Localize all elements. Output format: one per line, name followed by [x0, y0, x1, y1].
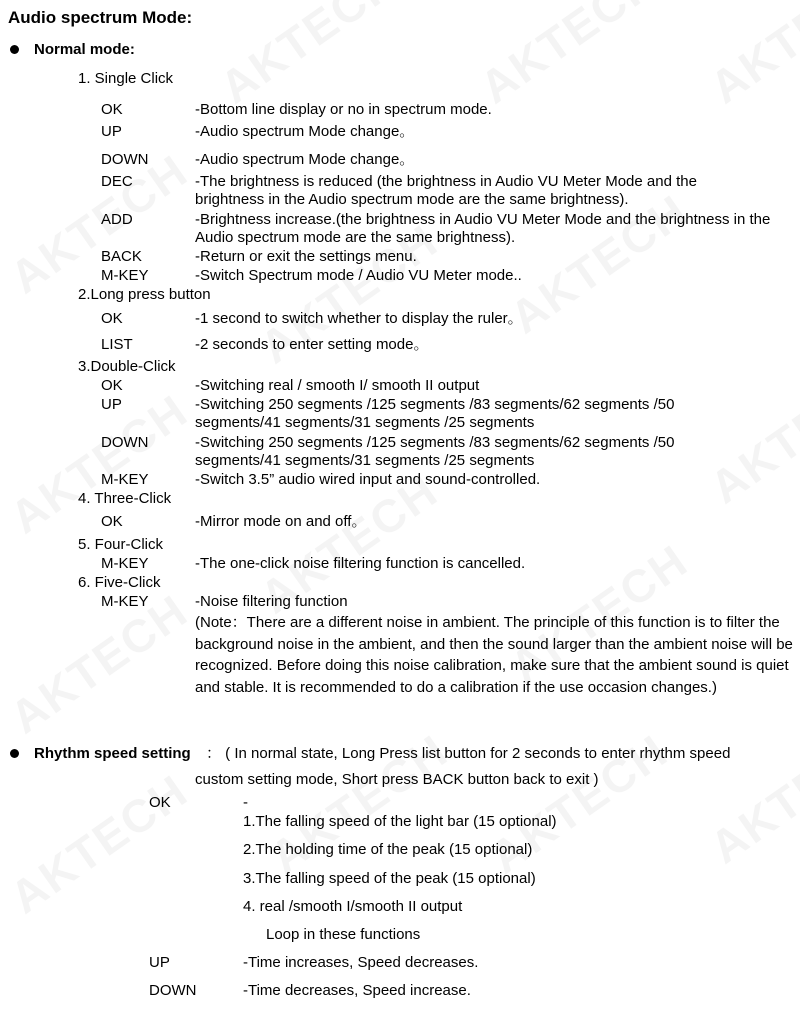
watermark-text [0, 383, 198, 544]
rhythm-option: 1.The falling speed of the light bar (15 optional) [243, 813, 557, 830]
long-press-heading: 2.Long press button [78, 286, 211, 303]
key-description: - [243, 794, 248, 811]
key-label: M-KEY [101, 555, 149, 572]
page-title: Audio spectrum Mode: [8, 8, 193, 27]
rhythm-intro: custom setting mode, Short press BACK button back to exit ) [195, 771, 599, 788]
key-label: UP [101, 123, 122, 140]
rhythm-option: 4. real /smooth I/smooth II output [243, 898, 463, 915]
key-label: UP [149, 954, 170, 971]
watermark-text [470, 0, 668, 114]
double-click-heading: 3.Double-Click [78, 358, 176, 375]
bullet-icon [10, 749, 19, 758]
key-label: OK [101, 513, 123, 530]
key-description: -Brightness increase.(the brightness in Audio VU Meter Mode and the brightness in the Audio spectrum mode are the same brightness). [195, 211, 771, 246]
four-click-heading: 5. Four-Click [78, 536, 164, 553]
key-description: -Noise filtering function [195, 593, 348, 610]
key-label: OK [149, 794, 171, 811]
key-description: -Switch 3.5” audio wired input and sound-controlled. [195, 471, 541, 488]
watermark-text [700, 713, 800, 874]
key-label: DEC [101, 173, 133, 190]
key-label: M-KEY [101, 267, 149, 284]
watermark-text [0, 143, 198, 304]
three-click-heading: 4. Three-Click [78, 490, 172, 507]
key-label: DOWN [101, 151, 149, 168]
key-label: M-KEY [101, 471, 149, 488]
key-description: -Switching 250 segments /125 segments /83 segments/62 segments /50 segments/41 segments/31 segments /25 segments [195, 396, 675, 431]
key-label: M-KEY [101, 593, 149, 610]
key-description: -1 second to switch whether to display the ruler。 [195, 310, 523, 327]
rhythm-heading: Rhythm speed setting [34, 745, 191, 762]
key-label: OK [101, 310, 123, 327]
key-label: UP [101, 396, 122, 413]
key-description: -Bottom line display or no in spectrum mode. [195, 101, 492, 118]
key-description: -The brightness is reduced (the brightness in Audio VU Meter Mode and the brightness in the Audio spectrum mode are the same brightness). [195, 173, 697, 208]
rhythm-option: 3.The falling speed of the peak (15 optional) [243, 870, 536, 887]
key-description: -Time increases, Speed decreases. [243, 954, 479, 971]
watermark-text [0, 583, 198, 744]
key-description: -Time decreases, Speed increase. [243, 982, 471, 999]
five-click-heading: 6. Five-Click [78, 574, 161, 591]
key-description: -Switching 250 segments /125 segments /83 segments/62 segments /50 segments/41 segments/31 segments /25 segments [195, 434, 675, 469]
key-description: -Audio spectrum Mode change。 [195, 151, 415, 168]
rhythm-intro: ： ( In normal state, Long Press list button for 2 seconds to enter rhythm speed [206, 745, 731, 762]
key-label: OK [101, 377, 123, 394]
key-description: -Audio spectrum Mode change。 [195, 123, 415, 140]
key-description: -Mirror mode on and off。 [195, 513, 367, 530]
key-label: ADD [101, 211, 133, 228]
key-description: -Switching real / smooth I/ smooth II output [195, 377, 480, 394]
rhythm-option: 2.The holding time of the peak (15 optional) [243, 841, 533, 858]
watermark-text [700, 0, 800, 114]
rhythm-loop-note: Loop in these functions [266, 926, 421, 943]
key-label: DOWN [101, 434, 149, 451]
watermark-text [210, 0, 408, 114]
normal-mode-heading: Normal mode: [34, 41, 135, 58]
watermark-text [0, 763, 198, 924]
key-label: LIST [101, 336, 133, 353]
key-description: -Return or exit the settings menu. [195, 248, 417, 265]
key-description: -The one-click noise filtering function is cancelled. [195, 555, 526, 572]
key-description: -2 seconds to enter setting mode。 [195, 336, 429, 353]
key-label: BACK [101, 248, 142, 265]
key-description: -Switch Spectrum mode / Audio VU Meter mode.. [195, 267, 522, 284]
key-label: DOWN [149, 982, 197, 999]
key-label: OK [101, 101, 123, 118]
bullet-icon [10, 45, 19, 54]
single-click-heading: 1. Single Click [78, 70, 174, 87]
noise-note: (Note：There are a different noise in ambient. The principle of this function is to filter the background noise in the ambient, and then the sound larger than the ambient noise will be recognized. Before doing this noise calibration, make sure that the ambient sound is quiet and stable. It is recommended to do a calibration if the use occasion changes.) [195, 614, 793, 696]
